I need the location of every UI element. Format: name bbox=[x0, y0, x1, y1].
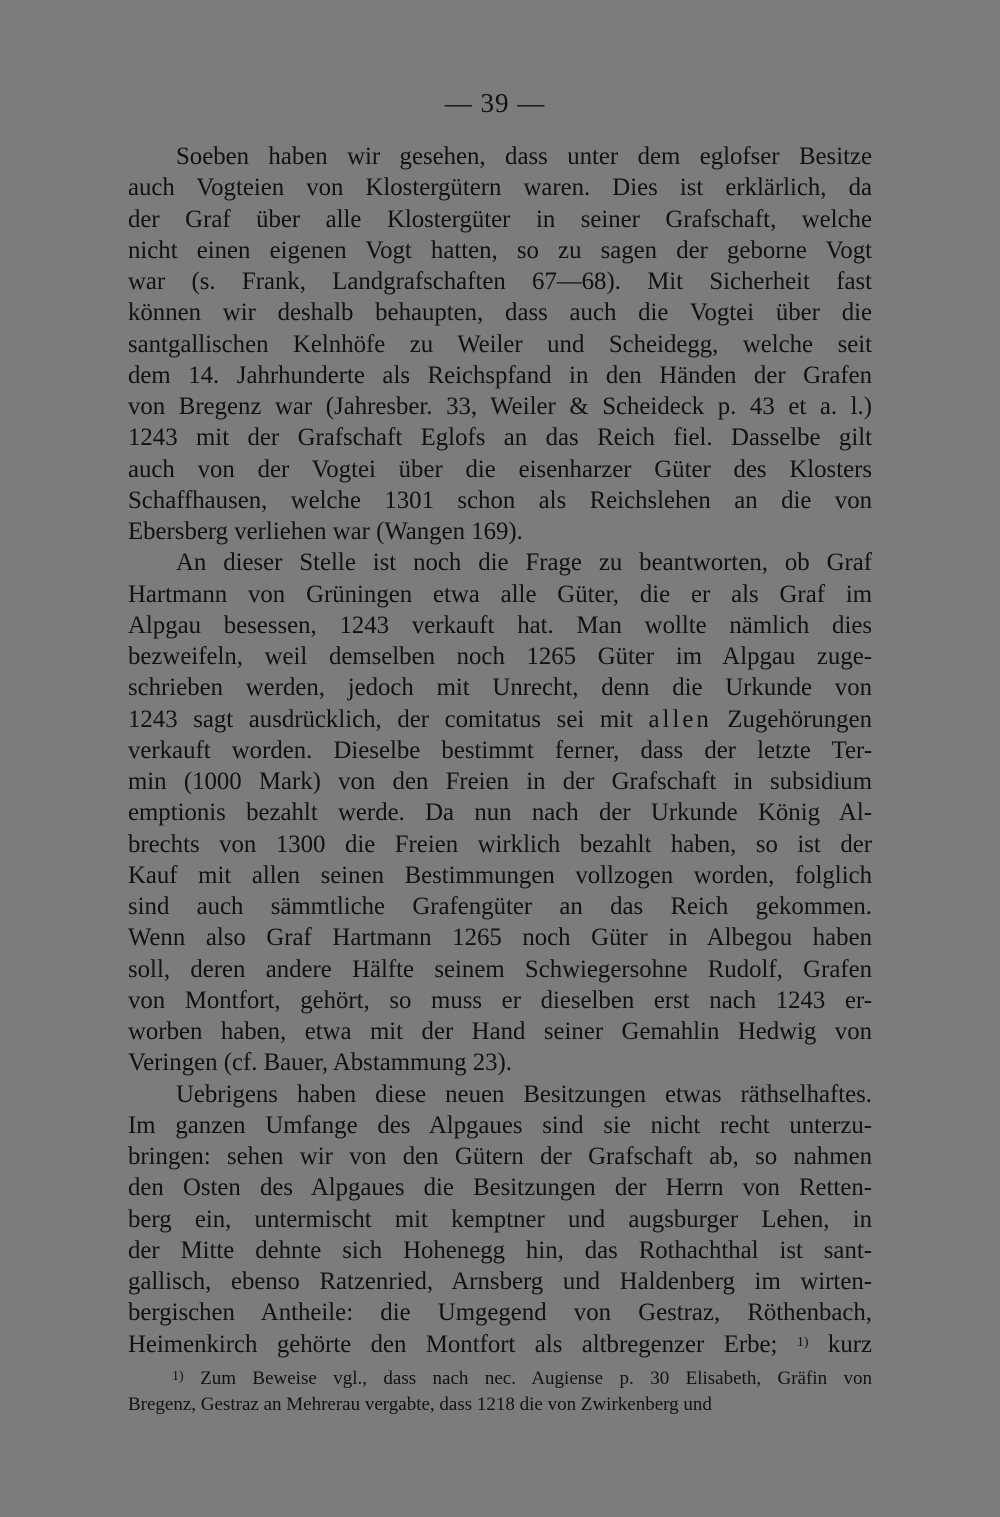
paragraph-3 bbox=[128, 1079, 872, 1360]
body-text bbox=[128, 141, 872, 1360]
text-line: nicht einen eigenen Vogt hatten, so zu sagen der geborne Vogt bbox=[128, 236, 872, 264]
paragraph-2 bbox=[128, 547, 872, 1078]
text-line: Im ganzen Umfange des Alpgaues sind sie nicht recht unterzu- bbox=[128, 1111, 872, 1139]
text-line: Schaffhausen, welche 1301 schon als Reichslehen an die von bbox=[128, 486, 872, 514]
text-line: Ebersberg verliehen war (Wangen 169). bbox=[128, 518, 523, 545]
text-line: sind auch sämmtliche Grafengüter an das Reich gekommen. bbox=[128, 893, 872, 920]
text-line: berg ein, untermischt mit kemptner und augsburger Lehen, in bbox=[128, 1205, 872, 1233]
text-line: Veringen (cf. Bauer, Abstammung 23). bbox=[128, 1049, 512, 1077]
text-line-with-emphasis bbox=[128, 704, 872, 735]
text-line: der Mitte dehnte sich Hohenegg hin, das Rothachthal ist sant- bbox=[128, 1236, 872, 1264]
text-line: dem 14. Jahrhunderte als Reichspfand in den Händen der Grafen bbox=[128, 361, 872, 389]
text-segment: Zugehörungen bbox=[711, 705, 872, 733]
text-line: 1243 mit der Grafschaft Eglofs an das Reich fiel. Dasselbe gilt bbox=[128, 424, 872, 452]
text-line: auch Vogteien von Klostergütern waren. Dies ist erklärlich, da bbox=[128, 174, 872, 202]
text-line: den Osten des Alpgaues die Besitzungen der Herrn von Retten- bbox=[128, 1174, 872, 1202]
text-line: der Graf über alle Klostergüter in seiner Grafschaft, welche bbox=[128, 205, 872, 233]
text-line: können wir deshalb behaupten, dass auch die Vogtei über die bbox=[128, 299, 872, 327]
text-line: emptionis bezahlt werde. Da nun nach der Urkunde König Al- bbox=[128, 799, 872, 827]
text-segment: Heimenkirch gehörte den Montfort als altbregenzer Erbe; bbox=[128, 1330, 778, 1358]
text-line: bringen: sehen wir von den Gütern der Grafschaft ab, so nahmen bbox=[128, 1143, 872, 1170]
text-segment: kurz bbox=[808, 1330, 872, 1358]
text-line: An dieser Stelle ist noch die Frage zu beantworten, ob Graf bbox=[176, 549, 872, 577]
footnote-line: Bregenz, Gestraz an Mehrerau vergabte, dass 1218 die von Zwirkenberg und bbox=[128, 1394, 712, 1415]
text-line: Hartmann von Grüningen etwa alle Güter, die er als Graf im bbox=[128, 580, 872, 608]
text-line: Uebrigens haben diese neuen Besitzungen etwas räthselhaftes. bbox=[176, 1080, 872, 1108]
text-line: von Bregenz war (Jahresber. 33, Weiler & Scheideck p. 43 et a. l.) bbox=[128, 393, 872, 420]
text-line: verkauft worden. Dieselbe bestimmt ferner, dass der letzte Ter- bbox=[128, 736, 872, 764]
paragraph-1 bbox=[128, 141, 872, 547]
text-line: worben haben, etwa mit der Hand seiner Gemahlin Hedwig von bbox=[128, 1018, 872, 1045]
text-segment: 1243 sagt ausdrücklich, der comitatus sei mit bbox=[128, 705, 649, 733]
text-line: war (s. Frank, Landgrafschaften 67—68). Mit Sicherheit fast bbox=[128, 268, 872, 295]
footnotes bbox=[128, 1366, 872, 1418]
text-line: Soeben haben wir gesehen, dass unter dem eglofser Besitze bbox=[176, 143, 872, 170]
text-line: brechts von 1300 die Freien wirklich bezahlt haben, so ist der bbox=[128, 830, 872, 858]
text-line: bezweifeln, weil demselben noch 1265 Güter im Alpgau zuge- bbox=[128, 643, 872, 670]
text-line: gallisch, ebenso Ratzenried, Arnsberg und Haldenberg im wirten- bbox=[128, 1268, 872, 1295]
footnote-text: Zum Beweise vgl., dass nach nec. Augiense p. 30 Elisabeth, Gräfin von bbox=[200, 1368, 872, 1389]
text-line: Alpgau besessen, 1243 verkauft hat. Man wollte nämlich dies bbox=[128, 611, 872, 639]
footnote-line bbox=[128, 1366, 872, 1392]
footnote-marker: 1) bbox=[172, 1369, 184, 1384]
emphasized-word: allen bbox=[648, 705, 712, 733]
text-line: Wenn also Graf Hartmann 1265 noch Güter in Albegou haben bbox=[128, 924, 872, 952]
text-line: Kauf mit allen seinen Bestimmungen vollzogen worden, folglich bbox=[128, 861, 872, 889]
text-line: soll, deren andere Hälfte seinem Schwiegersohne Rudolf, Grafen bbox=[128, 955, 872, 983]
text-line: auch von der Vogtei über die eisenharzer Güter des Klosters bbox=[128, 455, 872, 483]
text-line: santgallischen Kelnhöfe zu Weiler und Scheidegg, welche seit bbox=[128, 330, 872, 358]
text-line-with-note-ref bbox=[128, 1329, 872, 1360]
footnote-reference[interactable]: 1) bbox=[796, 1334, 809, 1350]
text-line: bergischen Antheile: die Umgegend von Gestraz, Röthenbach, bbox=[128, 1299, 872, 1327]
page-number: — 39 — bbox=[444, 88, 546, 118]
text-line: schrieben werden, jedoch mit Unrecht, denn die Urkunde von bbox=[128, 674, 872, 702]
text-line: von Montfort, gehört, so muss er dieselben erst nach 1243 er- bbox=[128, 986, 872, 1014]
text-line: min (1000 Mark) von den Freien in der Grafschaft in subsidium bbox=[128, 768, 872, 795]
